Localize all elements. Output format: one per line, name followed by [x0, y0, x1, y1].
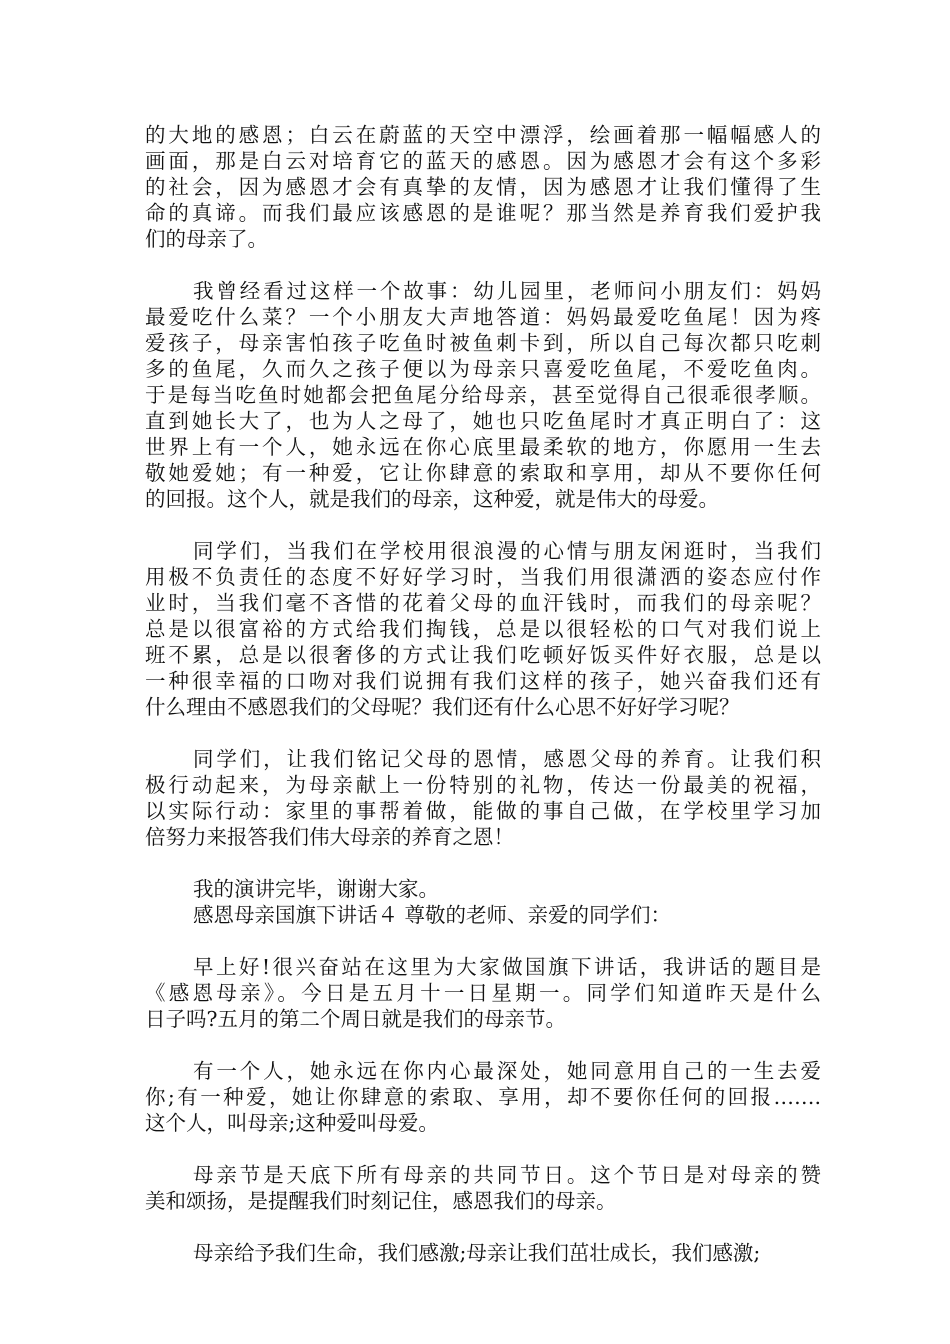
text-line: 倍努力来报答我们伟大母亲的养育之恩！: [145, 825, 514, 849]
text-line: 一种很幸福的口吻对我们说拥有我们这样的孩子，她兴奋我们还有: [145, 669, 821, 693]
text-line: 最爱吃什么菜？一个小朋友大声地答道：妈妈最爱吃鱼尾！因为疼: [145, 305, 821, 329]
text-line: 画面，那是白云对培育它的蓝天的感恩。因为感恩才会有这个多彩: [145, 149, 821, 173]
text-line: 命的真谛。而我们最应该感恩的是谁呢？那当然是养育我们爱护我: [145, 201, 821, 225]
text-line: 我曾经看过这样一个故事：幼儿园里，老师问小朋友们：妈妈: [193, 279, 821, 303]
paragraph: [145, 1058, 821, 1136]
paragraph: [145, 1240, 821, 1266]
paragraph-gap: [145, 1032, 821, 1058]
text-line: 敬她爱她；有一种爱，它让你肆意的索取和享用，却从不要你任何: [145, 461, 821, 485]
text-line: 的社会，因为感恩才会有真挚的友情，因为感恩才让我们懂得了生: [145, 175, 821, 199]
text-line: 世界上有一个人，她永远在你心底里最柔软的地方，你愿用一生去: [145, 435, 821, 459]
paragraph: [145, 746, 821, 850]
text-line: 有一个人，她永远在你内心最深处，她同意用自己的一生去爱: [193, 1059, 821, 1083]
paragraph-gap: [145, 512, 821, 538]
text-line: 这个人，叫母亲;这种爱叫母爱。: [145, 1111, 439, 1135]
paragraph-gap: [145, 252, 821, 278]
text-line: 美和颂扬，是提醒我们时刻记住，感恩我们的母亲。: [145, 1189, 617, 1213]
text-line: 的大地的感恩；白云在蔚蓝的天空中漂浮，绘画着那一幅幅感人的: [145, 123, 821, 147]
text-line: 同学们，让我们铭记父母的恩情，感恩父母的养育。让我们积: [193, 747, 821, 771]
text-line: 母亲节是天底下所有母亲的共同节日。这个节日是对母亲的赞: [193, 1163, 821, 1187]
text-line: 什么理由不感恩我们的父母呢？我们还有什么心思不好好学习呢？: [145, 695, 740, 719]
text-line: 班不累，总是以很奢侈的方式让我们吃顿好饭买件好衣服，总是以: [145, 643, 821, 667]
text-line: 我的演讲完毕，谢谢大家。: [193, 877, 439, 901]
text-line: 感恩母亲国旗下讲话４ 尊敬的老师、亲爱的同学们：: [193, 903, 672, 927]
text-line: 总是以很富裕的方式给我们掏钱，总是以很轻松的口气对我们说上: [145, 617, 821, 641]
document-body: [145, 122, 821, 1266]
text-line: 用极不负责任的态度不好好学习时，当我们用很潇洒的姿态应付作: [145, 565, 821, 589]
paragraph: [145, 1162, 821, 1214]
paragraph: [145, 278, 821, 512]
text-line: 爱孩子，母亲害怕孩子吃鱼时被鱼刺卡到，所以自己每次都只吃刺: [145, 331, 821, 355]
text-line: 直到她长大了，也为人之母了，她也只吃鱼尾时才真正明白了：这: [145, 409, 821, 433]
text-line: 业时，当我们毫不吝惜的花着父母的血汗钱时，而我们的母亲呢？: [145, 591, 821, 615]
text-line: 于是每当吃鱼时她都会把鱼尾分给母亲，甚至觉得自己很乖很孝顺。: [145, 383, 821, 407]
text-line: 多的鱼尾，久而久之孩子便以为母亲只喜爱吃鱼尾，不爱吃鱼肉。: [145, 357, 821, 381]
text-line: 早上好!很兴奋站在这里为大家做国旗下讲话，我讲话的题目是: [193, 955, 821, 979]
paragraph: [145, 954, 821, 1032]
paragraph-gap: [145, 720, 821, 746]
paragraph-gap: [145, 928, 821, 954]
paragraph: [145, 538, 821, 720]
text-line: 《感恩母亲》。今日是五月十一日星期一。同学们知道昨天是什么: [145, 981, 821, 1005]
paragraph-gap: [145, 1214, 821, 1240]
section-heading: [145, 902, 821, 928]
paragraph-gap: [145, 1136, 821, 1162]
paragraph-gap: [145, 850, 821, 876]
text-line: 同学们，当我们在学校用很浪漫的心情与朋友闲逛时，当我们: [193, 539, 821, 563]
text-line: 们的母亲了。: [145, 227, 268, 251]
text-line: 母亲给予我们生命，我们感激;母亲让我们茁壮成长，我们感激;: [193, 1241, 761, 1265]
text-line: 你;有一种爱，她让你肆意的索取、享用，却不要你任何的回报…….: [145, 1085, 821, 1109]
paragraph: [145, 122, 821, 252]
text-line: 以实际行动：家里的事帮着做，能做的事自己做，在学校里学习加: [145, 799, 821, 823]
paragraph: [145, 876, 821, 902]
text-line: 日子吗?五月的第二个周日就是我们的母亲节。: [145, 1007, 566, 1031]
text-line: 极行动起来，为母亲献上一份特别的礼物，传达一份最美的祝福，: [145, 773, 821, 797]
text-line: 的回报。这个人，就是我们的母亲，这种爱，就是伟大的母爱。: [145, 487, 719, 511]
